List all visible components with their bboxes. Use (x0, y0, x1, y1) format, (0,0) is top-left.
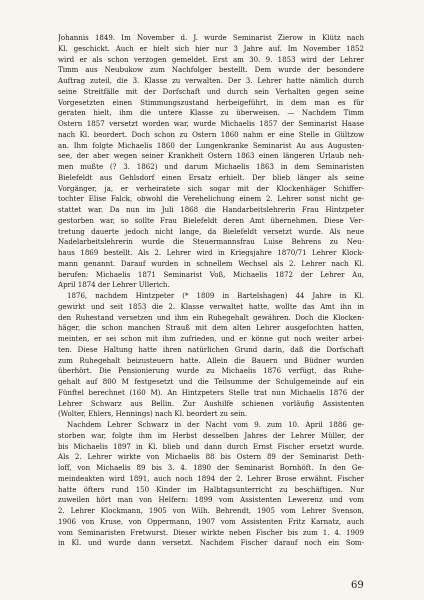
text-line: storben war, folgte ihm im Herbst desselben Jahres der Lehrer Müller, der (58, 430, 364, 440)
text-line: ten. Diese Haltung hatte ihren natürlichen Grund darin, daß die Dorfschaft (58, 344, 364, 354)
text-line: (Wolter, Ehlers, Hennings) nach Kl. beordert zu sein. (58, 409, 248, 419)
text-line: zuweilen hört man von Helfern: 1899 vom Assistenten Lewerenz und vom (58, 495, 364, 505)
text-line: gestorben war, so sollte Frau Bielefeldt deren Amt übernehmen. Diese Ver- (58, 215, 364, 225)
text-line: Nadelarbeitslehrerin wurde die Steuermannsfrau Luise Behrens zu Neu- (58, 237, 364, 247)
text-line: Nachdem Lehrer Schwarz in der Nacht vom 9. zum 10. April 1886 ge- (67, 420, 364, 429)
text-line: bis Michaelis 1897 in Kl. blieb und dann durch Ernst Fischer ersetzt wurde. (58, 441, 364, 451)
text-line: Kl. geschickt. Auch er hielt sich hier nur 3 Jahre auf. Im November 1852 (58, 43, 364, 53)
text-line: see, der aber wegen seiner Krankheit Ostern 1863 einen längeren Urlaub neh- (58, 151, 364, 161)
text-line: Als 2. Lehrer wirkte von Michaelis 88 bis Ostern 89 der Seminarist Deth- (58, 452, 364, 462)
text-line: Auftrag zuteil, die 3. Klasse zu verwalten. Der 3. Lehrer hatte nämlich durch (58, 76, 364, 85)
text-line: vom Seminaristen Fretwurst. Dieser wirkte neben Fischer bis zum 1. 4. 1909 (58, 527, 364, 537)
text-line: loff, von Michaelis 89 bis 3. 4. 1890 der Seminarist Bornhöft. In den Ge- (58, 463, 364, 472)
text-line: stattet war. Da nun im Juli 1868 die Handarbeitslehrerin Frau Hintzpeter (58, 205, 364, 214)
text-line: Fünftel berechnet (160 M). An Hintzpeters Stelle trat nun Michaelis 1876 der (58, 387, 364, 397)
text-line: seine Streitfälle mit der Dorfschaft und durch sein Verhalten gegen seine (58, 86, 364, 96)
text-line: mann genannt. Darauf wurden in schnellem Wechsel als 2. Lehrer nach Kl. (58, 258, 364, 268)
text-line: men mußte (? 3. 1862) und darum Michaelis 1863 in dem Seminaristen (58, 162, 364, 171)
text-line: zum Ruhegehalt beizusteuern hatte. Allein die Bauern und Büdner wurden (58, 355, 364, 365)
text-line: Vorgesetzten einen Stimmungszustand herbeigeführt, in dem man es für (58, 97, 364, 107)
text-line: Ostern 1857 versetzt worden war, wurde Michaelis 1857 der Seminarist Haase (58, 119, 364, 128)
text-line: in Kl. und wurde dann versetzt. Nachdem Fischer darauf noch ein Som- (58, 538, 364, 548)
text-line: Lehrer Schwarz aus Bellin. Zur Aushilfe schienen vorläufig Assistenten (58, 398, 364, 408)
text-line: 2. Lehrer Klockmann, 1905 von Wilh. Behrendt, 1905 vom Lehrer Svenson, (58, 506, 364, 515)
text-line: Vorgänger, ja, er verheiratete sich sogar mit der Klockenhäger Schiffer- (58, 183, 364, 193)
body-text (58, 33, 364, 549)
text-line: April 1874 der Lehrer Ullerich. (58, 280, 170, 290)
text-line: geraten hielt, ihm die untere Klasse zu überweisen. — Nachdem Timm (58, 108, 364, 118)
text-line: gehalt auf 800 M festgesetzt und die Teilsumme der Schulgemeinde auf ein (58, 377, 364, 386)
text-line: den Ruhestand versetzen und ihm ein Ruhegehalt gewähren. Doch die Klocken- (58, 312, 364, 322)
text-line: tretung dauerte jedoch nicht lange, da Bielefeldt versetzt wurde. Als neue (58, 226, 364, 236)
text-line: hatte öfters rund 150 Kinder im Halbtagsunterricht zu beschäftigen. Nur (58, 484, 364, 494)
text-line: tochter Elise Falck, obwohl die Verehelichung einem 2. Lehrer sonst nicht ge- (58, 194, 364, 204)
text-line: überhört. Die Pensionierung wurde zu Michaelis 1876 verfügt, das Ruhe- (58, 366, 364, 376)
text-line: meinten, er sei schon mit ihm zufrieden, und er könne gut noch weiter arbei- (58, 334, 364, 343)
page-number: 69 (351, 580, 364, 591)
text-line: 1906 von Kruse, von Oppermann, 1907 vom Assistenten Fritz Karnatz, auch (58, 516, 364, 526)
text-line: haus 1869 bestellt. Als 2. Lehrer wird in Kriegsjahre 1870/71 Lehrer Klock- (58, 248, 364, 257)
text-line: Bielefeldt aus Gehlsdorf einen Ersatz erhielt. Der blieb länger als seine (58, 172, 364, 182)
text-line: meindeakten wird 1891, auch noch 1894 der 2. Lehrer Brose erwähnt. Fischer (58, 473, 364, 483)
text-line: Timm aus Neubukow zum Nachfolger bestellt. Dem wurde der besondere (58, 65, 364, 75)
text-line: berufen: Michaelis 1871 Seminarist Voß, Michaelis 1872 der Lehrer Au, (58, 269, 364, 279)
text-line: gewirkt und seit 1853 die 2. Klasse verwaltet hatte, wollte das Amt ihn in (58, 301, 364, 311)
text-line: Johannis 1849. Im November d. J. wurde Seminarist Zierow in Klütz nach (58, 33, 364, 42)
text-line: nach Kl. beordert. Doch schon zu Ostern 1860 nahm er eine Stelle in Gültzow (58, 129, 364, 139)
text-line: 1876, nachdem Hintzpeter (* 1809 in Bartelshagen) 44 Jahre in Kl. (67, 291, 364, 300)
text-line: häger, die schon manchen Strauß mit dem alten Lehrer ausgefochten hatten, (58, 323, 364, 333)
text-line: wird er als schon verzogen gemeldet. Erst am 30. 9. 1853 wird der Lehrer (58, 54, 364, 64)
text-line: an. Ihm folgte Michaelis 1860 der Lungenkranke Seminarist Au aus Augusten- (58, 140, 364, 150)
